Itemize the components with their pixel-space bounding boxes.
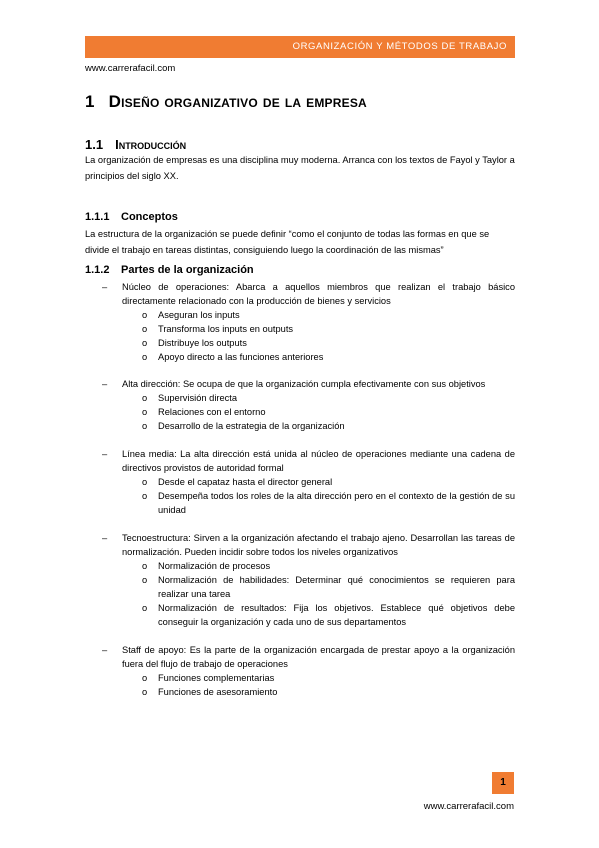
dash-bullet: – — [102, 645, 108, 655]
chapter-heading — [85, 92, 367, 112]
sub-list-item: o Aseguran los inputs — [142, 310, 240, 320]
subsection-title: Partes de la organización — [121, 264, 254, 276]
sub-list-item: o Desarrollo de la estrategia de la organización — [142, 421, 345, 431]
footer-url: www.carrerafacil.com — [423, 801, 514, 812]
sub-list-item: o Supervisión directa — [142, 393, 238, 403]
circle-bullet-icon: o — [142, 477, 148, 487]
circle-bullet-icon: o — [142, 393, 148, 403]
circle-bullet-icon: o — [142, 324, 148, 334]
circle-bullet-icon: o — [142, 673, 148, 683]
circle-bullet-icon: o — [142, 491, 148, 501]
list-item: – Línea media: La alta dirección está unida al núcleo de operaciones mediante una cadena de directivos provistos de autoridad formal — [102, 449, 515, 473]
intro-paragraph: La organización de empresas es una disciplina muy moderna. Arranca con los textos de Fayol y Taylor a principios del siglo XX. — [85, 155, 515, 181]
header-bar — [85, 36, 515, 58]
sub-list-item: o Apoyo directo a las funciones anteriores — [142, 352, 324, 362]
list-item: – Tecnoestructura: Sirven a la organización afectando el trabajo ajeno. Desarrollan las tareas de normalización. Pueden incidir sobre todos los niveles organizativos — [102, 533, 515, 557]
chapter-title: Diseño organizativo de la empresa — [108, 92, 367, 111]
parts-list — [85, 447, 515, 517]
subsection-heading-conceptos — [85, 211, 178, 223]
section-title: Introducción — [115, 137, 187, 152]
circle-bullet-icon: o — [142, 352, 148, 362]
subsection-title: Conceptos — [121, 211, 178, 223]
subsection-number: 1.1.1 — [85, 211, 110, 223]
header-url: www.carrerafacil.com — [85, 63, 176, 74]
parts-list — [85, 377, 515, 433]
section-number: 1.1 — [85, 137, 104, 152]
subsection-number: 1.1.2 — [85, 264, 110, 276]
parts-list — [85, 280, 515, 364]
circle-bullet-icon: o — [142, 687, 148, 697]
sub-list-item: o Transforma los inputs en outputs — [142, 324, 294, 334]
list-item: – Staff de apoyo: Es la parte de la organización encargada de prestar apoyo a la organización fuera del flujo de trabajo de operaciones — [102, 645, 515, 669]
sub-list-item: o Desde el capataz hasta el director general — [142, 477, 333, 487]
sub-list-item: o Normalización de resultados: Fija los objetivos. Establece qué objetivos debe conseguir la organización y cada uno de sus departamentos — [142, 603, 515, 627]
chapter-number: 1 — [85, 92, 95, 111]
circle-bullet-icon: o — [142, 603, 148, 613]
circle-bullet-icon: o — [142, 338, 148, 348]
dash-bullet: – — [102, 449, 108, 459]
list-item: – Núcleo de operaciones: Abarca a aquellos miembros que realizan el trabajo básico directamente relacionado con la producción de bienes y servicios — [102, 282, 515, 306]
parts-list — [85, 643, 515, 699]
circle-bullet-icon: o — [142, 310, 148, 320]
circle-bullet-icon: o — [142, 407, 148, 417]
sub-list-item: o Funciones de asesoramiento — [142, 687, 278, 697]
circle-bullet-icon: o — [142, 421, 148, 431]
page-number: 1 — [492, 772, 514, 794]
sub-list-item: o Relaciones con el entorno — [142, 407, 266, 417]
sub-list-item: o Funciones complementarias — [142, 673, 275, 683]
sub-list-item: o Normalización de habilidades: Determinar qué conocimientos se requieren para realizar una tarea — [142, 575, 515, 599]
dash-bullet: – — [102, 533, 108, 543]
list-item: – Alta dirección: Se ocupa de que la organización cumpla efectivamente con sus objetivos — [102, 379, 486, 389]
sub-list-item: o Normalización de procesos — [142, 561, 271, 571]
dash-bullet: – — [102, 379, 108, 389]
circle-bullet-icon: o — [142, 561, 148, 571]
parts-list — [85, 531, 515, 629]
conceptos-paragraph: La estructura de la organización se puede definir “como el conjunto de todas las formas en que se divide el trabajo en tareas distintas, consiguiendo luego la coordinación de las mismas” — [85, 229, 490, 255]
dash-bullet: – — [102, 282, 108, 292]
header-title: ORGANIZACIÓN Y MÉTODOS DE TRABAJO — [292, 41, 507, 52]
sub-list-item: o Distribuye los outputs — [142, 338, 247, 348]
circle-bullet-icon: o — [142, 575, 148, 585]
section-heading — [85, 137, 186, 152]
subsection-heading-partes — [85, 264, 254, 276]
sub-list-item: o Desempeña todos los roles de la alta dirección pero en el contexto de la gestión de su unidad — [142, 491, 515, 515]
